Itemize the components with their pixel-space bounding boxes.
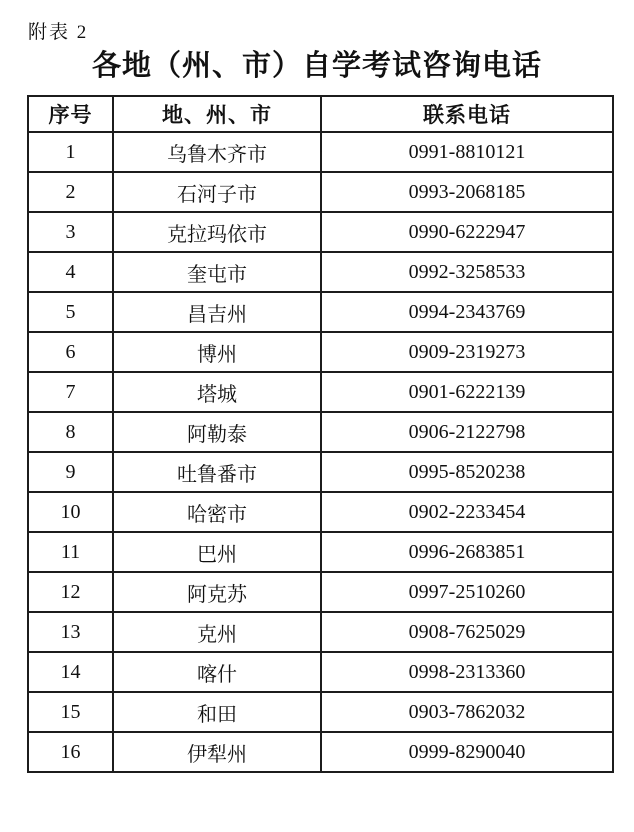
row-region-name: 乌鲁木齐市 — [113, 132, 321, 172]
row-phone-number: 0992-3258533 — [321, 252, 613, 292]
table-body — [28, 132, 613, 772]
row-phone-number: 0906-2122798 — [321, 412, 613, 452]
table-row — [28, 212, 613, 252]
row-serial-number: 11 — [28, 532, 113, 572]
table-row — [28, 412, 613, 452]
row-region-name: 塔城 — [113, 372, 321, 412]
row-serial-number: 16 — [28, 732, 113, 772]
row-region-name: 阿勒泰 — [113, 412, 321, 452]
row-region-name: 喀什 — [113, 652, 321, 692]
table-row — [28, 532, 613, 572]
table-row — [28, 572, 613, 612]
row-region-name: 博州 — [113, 332, 321, 372]
table-row — [28, 652, 613, 692]
table-row — [28, 172, 613, 212]
row-serial-number: 5 — [28, 292, 113, 332]
row-phone-number: 0909-2319273 — [321, 332, 613, 372]
row-serial-number: 4 — [28, 252, 113, 292]
row-region-name: 吐鲁番市 — [113, 452, 321, 492]
table-row — [28, 132, 613, 172]
appendix-label: 附表 2 — [28, 22, 89, 43]
row-phone-number: 0994-2343769 — [321, 292, 613, 332]
row-region-name: 克拉玛依市 — [113, 212, 321, 252]
row-region-name: 巴州 — [113, 532, 321, 572]
page-title: 各地（州、市）自学考试咨询电话 — [91, 50, 542, 82]
row-phone-number: 0901-6222139 — [321, 372, 613, 412]
table-row — [28, 292, 613, 332]
table-row — [28, 692, 613, 732]
row-phone-number: 0902-2233454 — [321, 492, 613, 532]
row-serial-number: 3 — [28, 212, 113, 252]
row-phone-number: 0995-8520238 — [321, 452, 613, 492]
row-serial-number: 7 — [28, 372, 113, 412]
row-serial-number: 1 — [28, 132, 113, 172]
row-serial-number: 6 — [28, 332, 113, 372]
row-region-name: 伊犁州 — [113, 732, 321, 772]
table-row — [28, 372, 613, 412]
row-serial-number: 9 — [28, 452, 113, 492]
header-phone: 联系电话 — [321, 96, 613, 132]
row-serial-number: 13 — [28, 612, 113, 652]
row-serial-number: 12 — [28, 572, 113, 612]
row-region-name: 昌吉州 — [113, 292, 321, 332]
row-phone-number: 0998-2313360 — [321, 652, 613, 692]
row-phone-number: 0997-2510260 — [321, 572, 613, 612]
row-phone-number: 0908-7625029 — [321, 612, 613, 652]
table-row — [28, 492, 613, 532]
table-row — [28, 732, 613, 772]
header-region: 地、州、市 — [113, 96, 321, 132]
table-row — [28, 452, 613, 492]
row-region-name: 阿克苏 — [113, 572, 321, 612]
row-region-name: 石河子市 — [113, 172, 321, 212]
row-region-name: 哈密市 — [113, 492, 321, 532]
row-serial-number: 15 — [28, 692, 113, 732]
row-serial-number: 10 — [28, 492, 113, 532]
table-row — [28, 612, 613, 652]
row-serial-number: 14 — [28, 652, 113, 692]
table-header — [28, 96, 613, 132]
row-phone-number: 0991-8810121 — [321, 132, 613, 172]
table-row — [28, 332, 613, 372]
row-serial-number: 2 — [28, 172, 113, 212]
phone-table — [27, 95, 614, 773]
row-phone-number: 0903-7862032 — [321, 692, 613, 732]
row-phone-number: 0999-8290040 — [321, 732, 613, 772]
row-phone-number: 0990-6222947 — [321, 212, 613, 252]
row-region-name: 和田 — [113, 692, 321, 732]
row-phone-number: 0993-2068185 — [321, 172, 613, 212]
row-phone-number: 0996-2683851 — [321, 532, 613, 572]
table-header-row — [28, 96, 613, 132]
row-region-name: 克州 — [113, 612, 321, 652]
header-serial-number: 序号 — [28, 96, 113, 132]
row-region-name: 奎屯市 — [113, 252, 321, 292]
row-serial-number: 8 — [28, 412, 113, 452]
table-row — [28, 252, 613, 292]
